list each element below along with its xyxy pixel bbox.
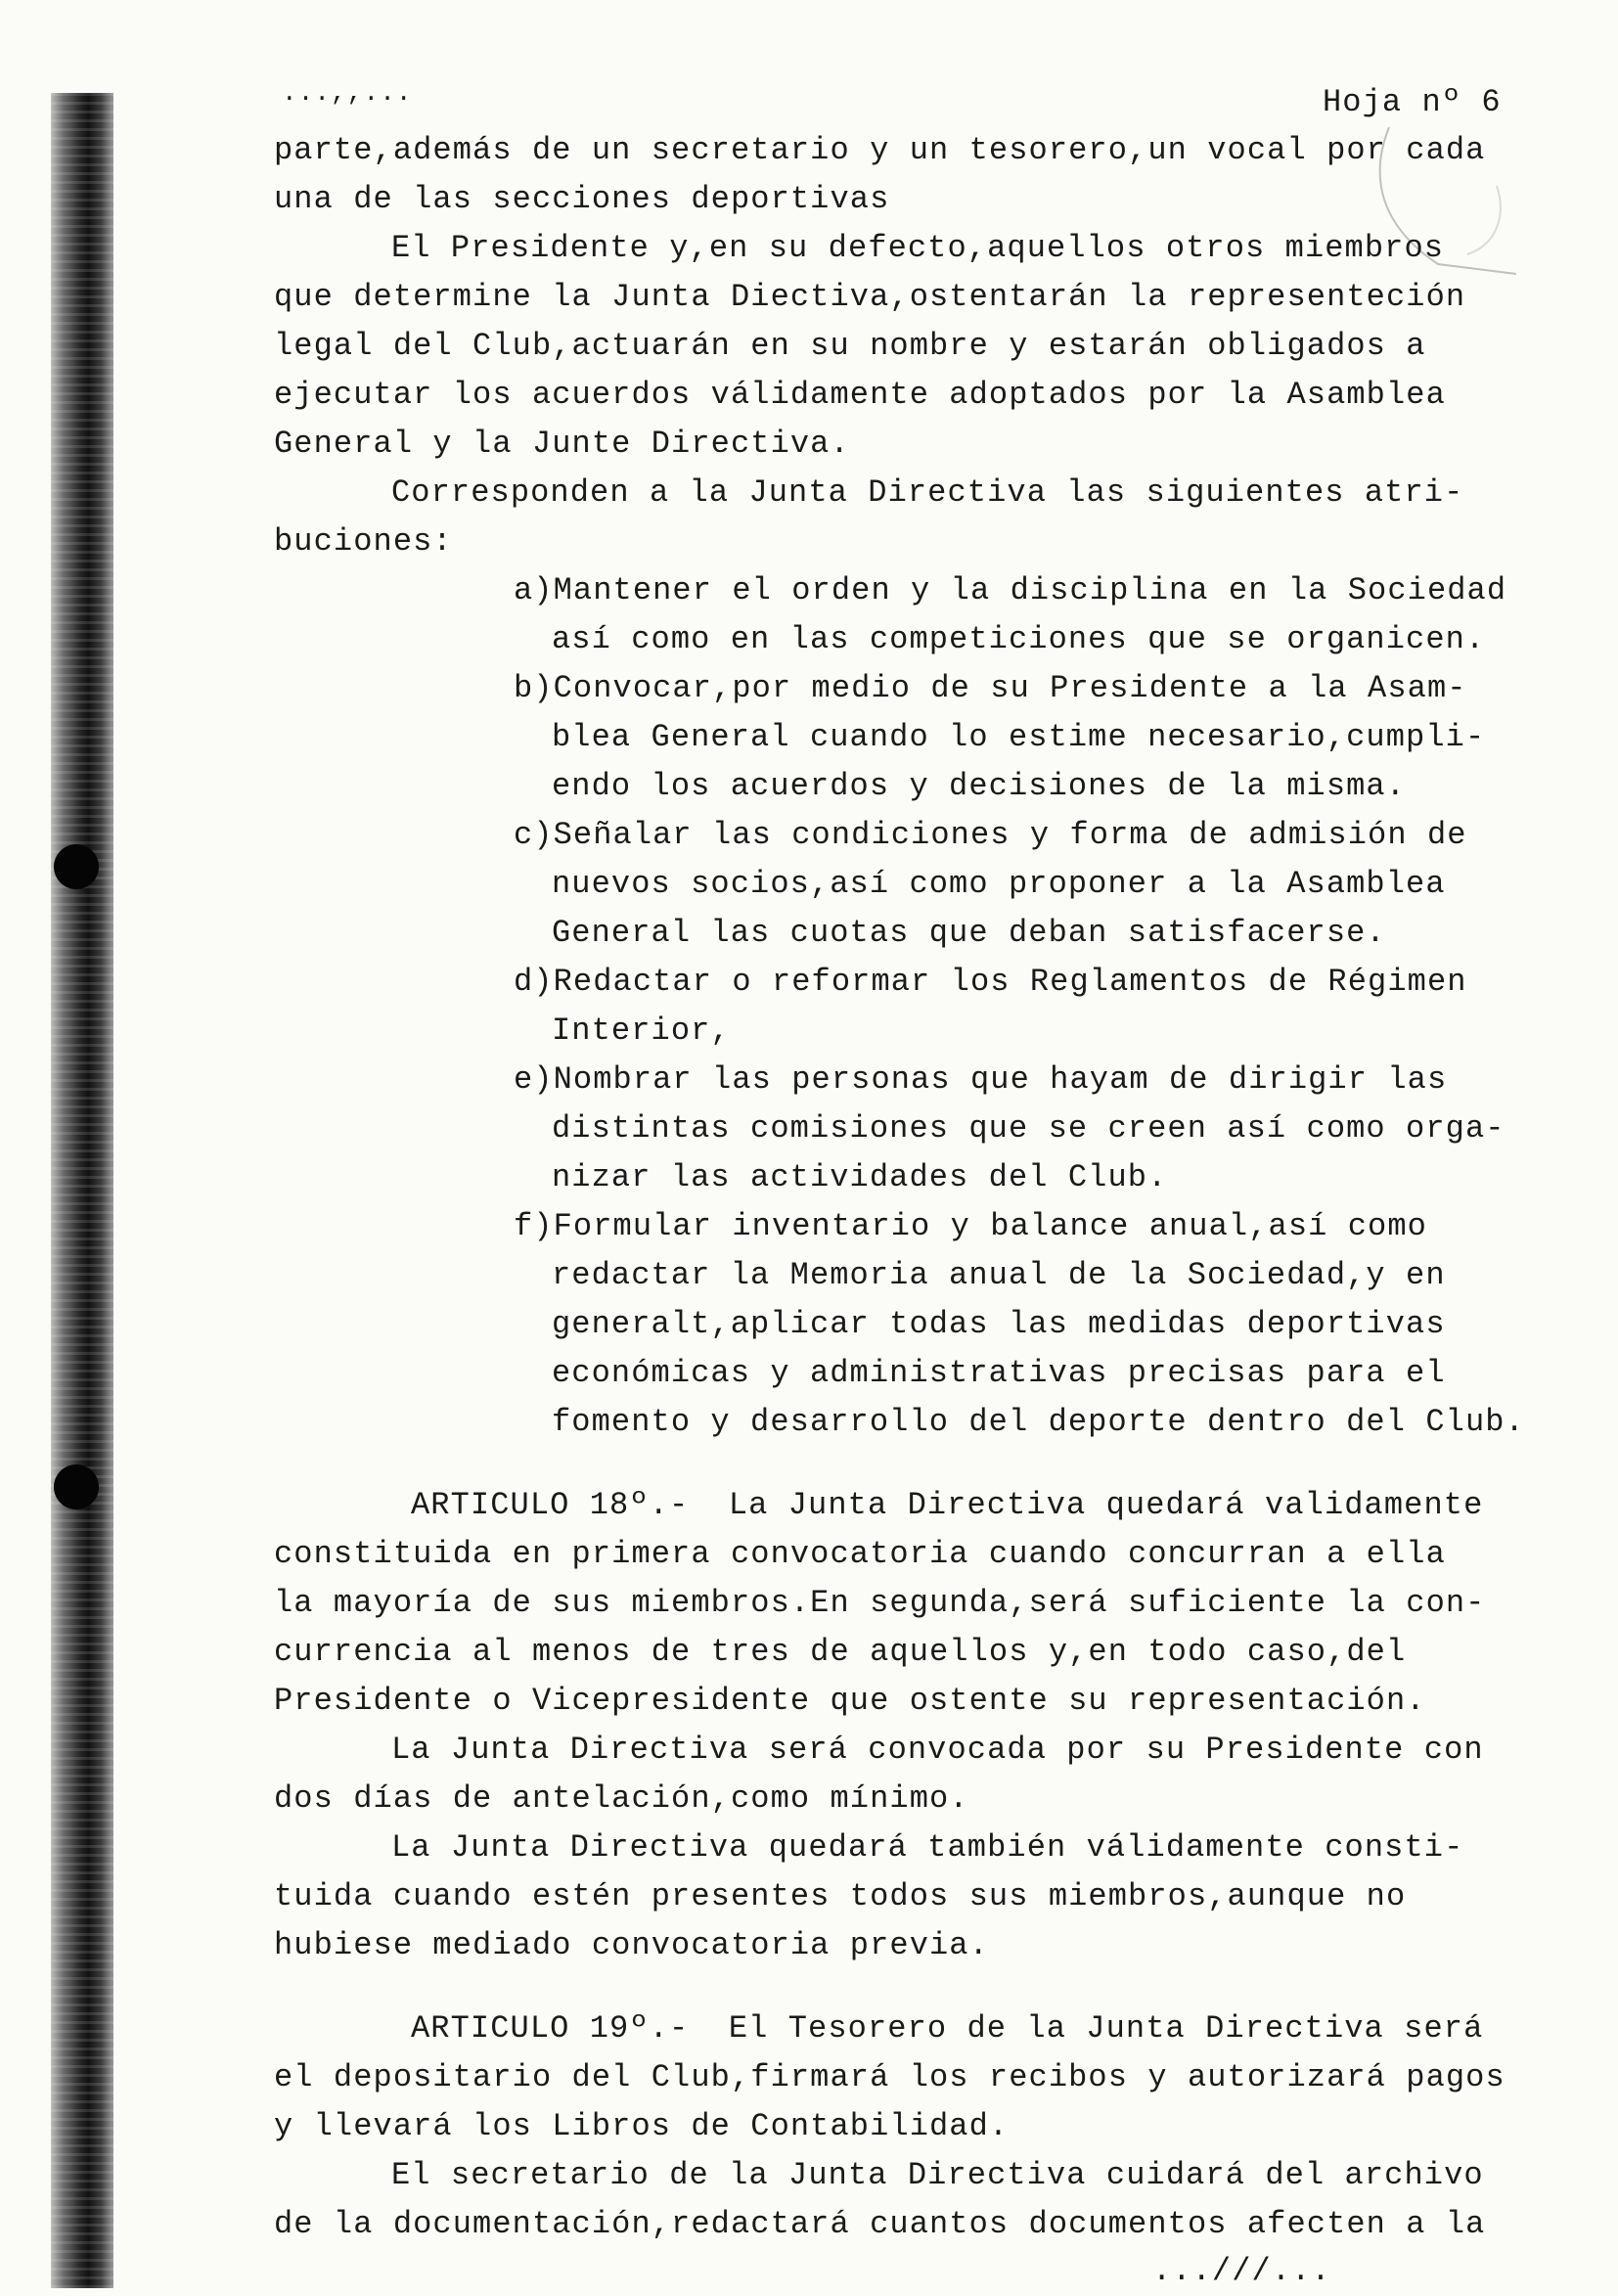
text-line: ARTICULO 19º.- El Tesorero de la Junta Directiva será xyxy=(411,2010,1484,2047)
text-line: y llevará los Libros de Contabilidad. xyxy=(274,2108,1010,2144)
text-line: blea General cuando lo estime necesario,cumpli- xyxy=(552,719,1486,755)
text-line: legal del Club,actuarán en su nombre y estarán obligados a xyxy=(274,328,1426,364)
text-line: dos días de antelación,como mínimo. xyxy=(274,1780,969,1817)
text-line: parte,además de un secretario y un tesorero,un vocal por cada xyxy=(274,132,1486,168)
text-line: hubiese mediado convocatoria previa. xyxy=(274,1927,989,1963)
page-number: Hoja nº 6 xyxy=(1323,84,1502,120)
text-line: f)Formular inventario y balance anual,así como xyxy=(514,1208,1427,1244)
text-line: económicas y administrativas precisas para el xyxy=(552,1355,1446,1391)
text-line: constituida en primera convocatoria cuando concurran a ella xyxy=(274,1536,1446,1572)
text-line: distintas comisiones que se creen así como orga- xyxy=(552,1110,1506,1147)
text-line: una de las secciones deportivas xyxy=(274,181,890,217)
text-line: nuevos socios,así como proponer a la Asamblea xyxy=(552,866,1446,902)
text-line: la mayoría de sus miembros.En segunda,será suficiente la con- xyxy=(274,1585,1486,1621)
text-line: El secretario de la Junta Directiva cuidará del archivo xyxy=(391,2157,1484,2193)
text-line: Corresponden a la Junta Directiva las siguientes atri- xyxy=(391,474,1464,511)
text-line: El Presidente y,en su defecto,aquellos otros miembros xyxy=(391,230,1445,266)
text-line: currencia al menos de tres de aquellos y,en todo caso,del xyxy=(274,1634,1407,1670)
text-line: d)Redactar o reformar los Reglamentos de Régimen xyxy=(514,964,1467,1000)
text-line: el depositario del Club,firmará los recibos y autorizará pagos xyxy=(274,2059,1506,2095)
text-line: a)Mantener el orden y la disciplina en la Sociedad xyxy=(514,572,1507,608)
text-line: que determine la Junta Diectiva,ostentarán la representeción xyxy=(274,279,1466,315)
text-line: General y la Junte Directiva. xyxy=(274,426,850,462)
header-continuation-marks: ...,,... xyxy=(282,78,413,108)
text-line: redactar la Memoria anual de la Sociedad,y en xyxy=(552,1257,1446,1293)
text-line: de la documentación,redactará cuantos documentos afecten a la xyxy=(274,2206,1486,2242)
text-line: generalt,aplicar todas las medidas deportivas xyxy=(552,1306,1446,1342)
text-line: así como en las competiciones que se organicen. xyxy=(552,621,1486,657)
text-line: Interior, xyxy=(552,1013,731,1049)
text-line: nizar las actividades del Club. xyxy=(552,1159,1168,1195)
text-line: endo los acuerdos y decisiones de la misma. xyxy=(552,768,1407,804)
text-line: La Junta Directiva será convocada por su Presidente con xyxy=(391,1732,1484,1768)
text-line: e)Nombrar las personas que hayam de dirigir las xyxy=(514,1061,1448,1098)
text-line: General las cuotas que deban satisfacerse. xyxy=(552,915,1386,951)
text-line: b)Convocar,por medio de su Presidente a la Asam- xyxy=(514,670,1467,706)
text-line: tuida cuando estén presentes todos sus miembros,aunque no xyxy=(274,1878,1407,1914)
text-line: fomento y desarrollo del deporte dentro del Club. xyxy=(552,1404,1525,1440)
text-line: Presidente o Vicepresidente que ostente su representación. xyxy=(274,1683,1426,1719)
text-line: ARTICULO 18º.- La Junta Directiva quedará validamente xyxy=(411,1487,1484,1523)
text-line: c)Señalar las condiciones y forma de admisión de xyxy=(514,817,1467,853)
document-body xyxy=(0,126,1618,2249)
text-line: buciones: xyxy=(274,523,453,560)
footer-continuation-marks: ...///... xyxy=(1152,2253,1331,2289)
text-line: ejecutar los acuerdos válidamente adoptados por la Asamblea xyxy=(274,377,1446,413)
text-line: La Junta Directiva quedará también válidamente consti- xyxy=(391,1829,1464,1866)
